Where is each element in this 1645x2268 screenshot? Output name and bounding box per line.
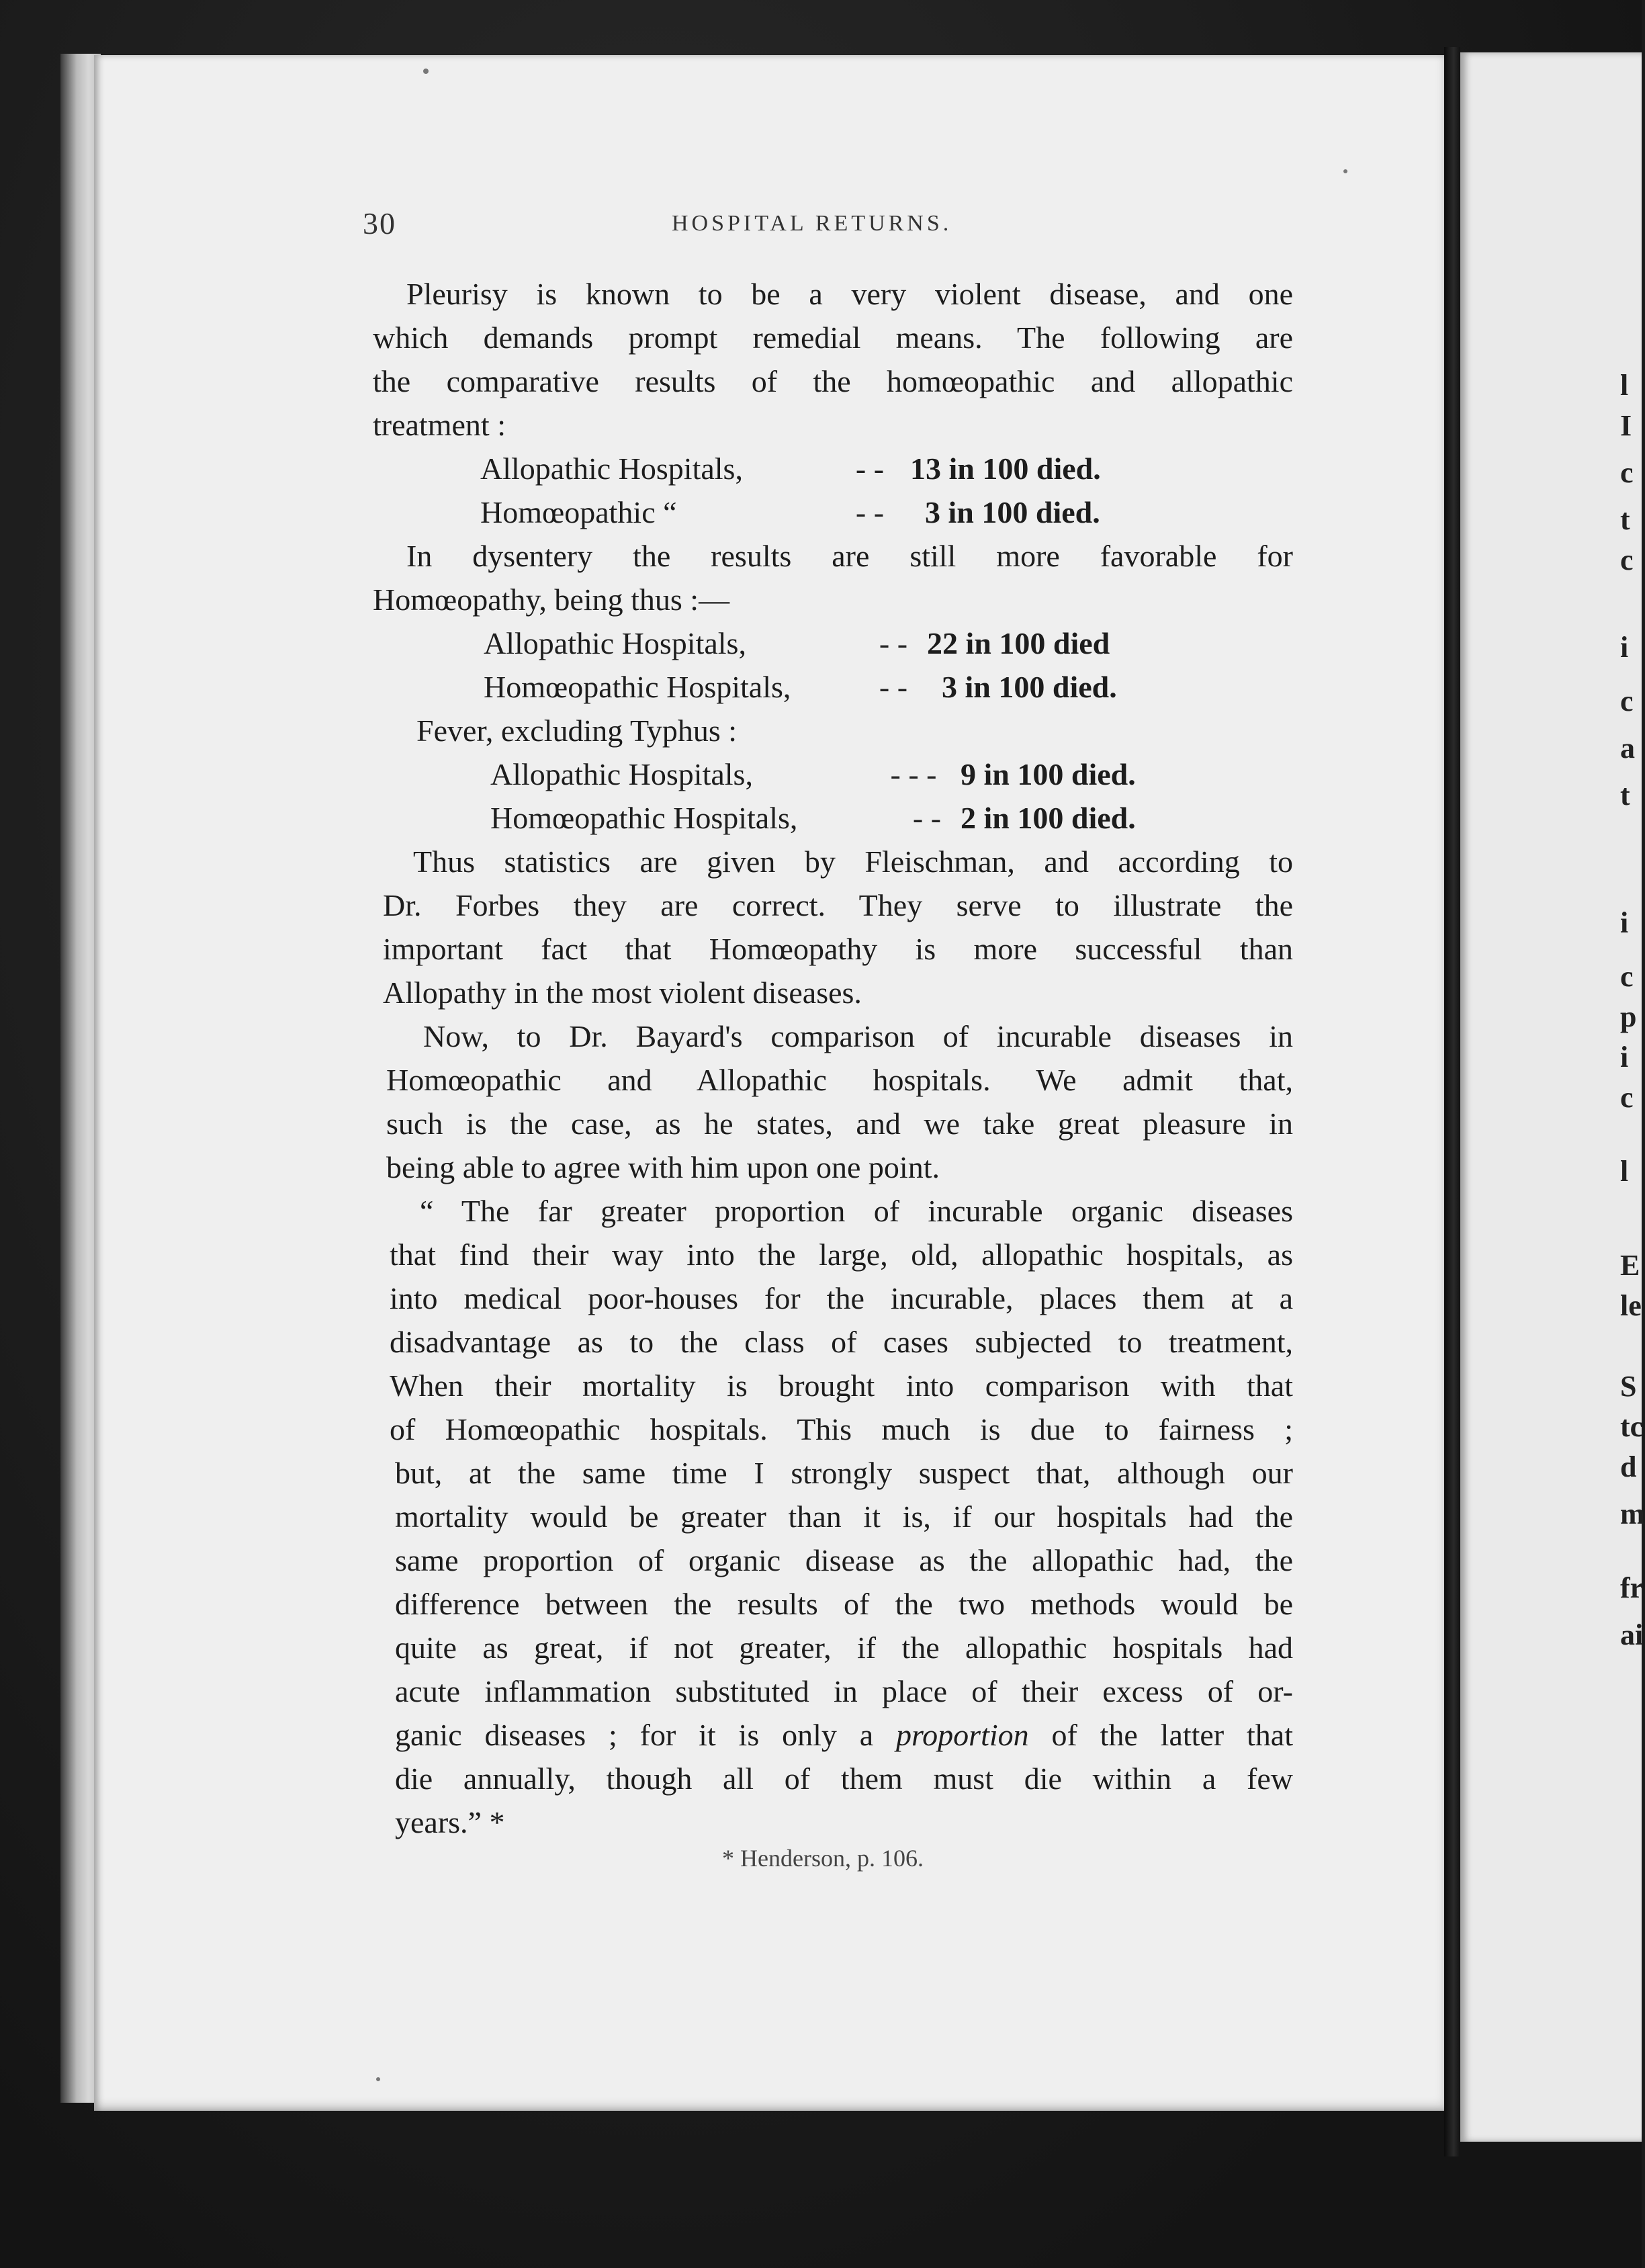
quote-text: ganic diseases ; for it is only a xyxy=(395,1718,874,1752)
facing-page-fragment: fr xyxy=(1620,1571,1644,1604)
page-number: 30 xyxy=(363,206,396,241)
table-row xyxy=(373,621,1293,665)
row-leader: - - xyxy=(912,801,942,835)
quote-line: years.” * xyxy=(395,1805,505,1839)
facing-page-fragment: c xyxy=(1620,543,1634,576)
text-line: important fact that Homœopathy is more successful than xyxy=(383,932,1293,966)
text-line: In dysentery the results are still more favorable for xyxy=(406,539,1293,573)
facing-page-fragment: I xyxy=(1620,409,1632,442)
facing-page-fragment: le xyxy=(1620,1289,1642,1322)
body-text xyxy=(373,272,1293,1844)
quote-line: of Homœopathic hospitals. This much is due to fairness ; xyxy=(390,1412,1293,1446)
facing-page-fragment: c xyxy=(1620,456,1634,489)
row-leader: - - xyxy=(879,670,908,704)
row-label: Homœopathic “ xyxy=(480,495,677,529)
quote-line: difference between the results of the two methods would be xyxy=(395,1587,1293,1621)
facing-page-edge xyxy=(1460,52,1645,2142)
text-line: which demands prompt remedial means. The following are xyxy=(373,320,1293,355)
facing-page-fragment: c xyxy=(1620,960,1634,993)
row-result: 9 in 100 died. xyxy=(961,757,1136,791)
table-row xyxy=(373,490,1293,534)
book-gutter xyxy=(1444,47,1460,2156)
row-result: 2 in 100 died. xyxy=(961,801,1136,835)
row-label: Allopathic Hospitals, xyxy=(490,757,753,791)
row-label: Allopathic Hospitals, xyxy=(480,451,743,486)
facing-page-fragment: i xyxy=(1620,1041,1629,1074)
running-head: HOSPITAL RETURNS. xyxy=(672,211,952,236)
results-table-pleurisy xyxy=(373,447,1293,534)
row-leader: - - xyxy=(855,495,885,529)
quote-line: mortality would be greater than it is, if our hospitals had the xyxy=(395,1499,1293,1534)
row-result: 13 in 100 died. xyxy=(910,451,1101,486)
quote-line: same proportion of organic disease as the allopathic had, the xyxy=(395,1543,1293,1577)
text-line: Now, to Dr. Bayard's comparison of incurable diseases in xyxy=(423,1019,1293,1053)
fever-heading: Fever, excluding Typhus : xyxy=(416,713,738,748)
quote-line: that find their way into the large, old, allopathic hospitals, as xyxy=(390,1237,1293,1272)
row-result: 3 in 100 died. xyxy=(925,495,1100,529)
facing-page-fragment: c xyxy=(1620,685,1634,717)
facing-page-fragment: c xyxy=(1620,1081,1634,1114)
facing-page-fragment: t xyxy=(1620,779,1630,812)
row-label: Allopathic Hospitals, xyxy=(484,626,746,660)
table-row xyxy=(373,752,1293,796)
facing-page-fragment: m xyxy=(1620,1497,1645,1530)
text-line: Homœopathic and Allopathic hospitals. We admit that, xyxy=(386,1063,1293,1097)
footnote: * Henderson, p. 106. xyxy=(722,1845,924,1872)
paragraph-dysentery xyxy=(373,534,1293,621)
facing-page-fragment: S xyxy=(1620,1370,1637,1403)
results-table-dysentery xyxy=(373,621,1293,709)
quote-line xyxy=(390,1713,1293,1757)
text-line: Thus statistics are given by Fleischman, and according to xyxy=(413,844,1293,879)
facing-page-fragment: a xyxy=(1620,732,1635,765)
paragraph-bayard xyxy=(373,1014,1293,1189)
row-leader: - - - xyxy=(890,757,937,791)
quote-line: die annually, though all of them must die within a few xyxy=(395,1761,1293,1796)
quote-text: of the latter that xyxy=(1051,1718,1293,1752)
facing-page-fragment: ai xyxy=(1620,1618,1644,1651)
row-result: 22 in 100 died xyxy=(927,626,1110,660)
text-line: being able to agree with him upon one point. xyxy=(386,1150,940,1184)
quote-line: disadvantage as to the class of cases subjected to treatment, xyxy=(390,1325,1293,1359)
quote-line: quite as great, if not greater, if the allopathic hospitals had xyxy=(395,1630,1293,1665)
facing-page-fragment: l xyxy=(1620,1155,1629,1188)
text-line: Homœopathy, being thus :— xyxy=(373,582,730,617)
quote-line: “ The far greater proportion of incurable organic diseases xyxy=(420,1194,1293,1228)
text-line: treatment : xyxy=(373,408,506,442)
row-label: Homœopathic Hospitals, xyxy=(484,670,791,704)
facing-page-fragment: p xyxy=(1620,1000,1637,1033)
emphasized-word: proportion xyxy=(895,1718,1029,1752)
facing-page-fragment: d xyxy=(1620,1450,1637,1483)
facing-page-fragment: t xyxy=(1620,503,1630,536)
table-row xyxy=(373,447,1293,490)
row-leader: - - xyxy=(879,626,908,660)
quote-line: When their mortality is brought into comparison with that xyxy=(390,1368,1293,1403)
quote-line: but, at the same time I strongly suspect that, although our xyxy=(395,1456,1293,1490)
text-line: Pleurisy is known to be a very violent disease, and one xyxy=(406,277,1293,311)
facing-page-fragment: tc xyxy=(1620,1410,1644,1443)
page-header xyxy=(363,202,1521,242)
row-leader: - - xyxy=(855,451,885,486)
text-line: the comparative results of the homœopathic and allopathic xyxy=(373,364,1293,398)
paragraph-fleischman xyxy=(373,840,1293,1014)
quote-line: acute inflammation substituted in place of their excess of or- xyxy=(395,1674,1293,1708)
text-line: such is the case, as he states, and we take great pleasure in xyxy=(386,1106,1293,1141)
facing-page-fragment: i xyxy=(1620,906,1629,939)
block-quote xyxy=(373,1189,1293,1844)
paragraph-pleurisy xyxy=(373,272,1293,447)
row-label: Homœopathic Hospitals, xyxy=(490,801,798,835)
table-row xyxy=(373,796,1293,840)
facing-page-fragment: E xyxy=(1620,1249,1640,1282)
results-table-fever xyxy=(373,752,1293,840)
facing-page-fragment: l xyxy=(1620,369,1629,402)
row-result: 3 in 100 died. xyxy=(942,670,1117,704)
text-line: Allopathy in the most violent diseases. xyxy=(383,975,862,1010)
text-line: Dr. Forbes they are correct. They serve to illustrate the xyxy=(383,888,1293,922)
table-row xyxy=(373,665,1293,709)
quote-line: into medical poor-houses for the incurable, places them at a xyxy=(390,1281,1293,1315)
facing-page-fragment: i xyxy=(1620,631,1629,664)
